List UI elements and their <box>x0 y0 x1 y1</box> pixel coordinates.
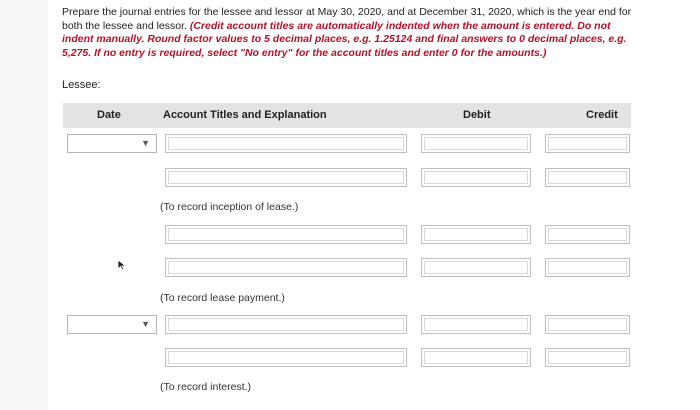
entry-note-payment: (To record lease payment.) <box>160 292 285 304</box>
instructions-text: Prepare the journal entries for the lessee and lessor at May 30, 2020, and at December 31, 2020, which is the year end for both the lessee and lessor. <box>62 6 632 32</box>
credit-input[interactable] <box>545 315 630 334</box>
debit-input[interactable] <box>421 134 531 153</box>
instructions-emphasis: (Credit account titles are automatically indented when the amount is entered. Do not indent manually. Round factor values to 5 decimal places, e.g. 1.25124 and final answers to 0 decimal places, e.g. 5,275. If no entry is required, select "No entry" for the account titles and enter 0 for the amounts.) <box>62 19 627 59</box>
debit-input[interactable] <box>421 258 531 277</box>
header-debit: Debit <box>463 109 491 121</box>
account-title-input[interactable] <box>165 258 407 277</box>
date-select-entry-3[interactable] <box>67 315 157 334</box>
credit-input[interactable] <box>545 348 630 367</box>
header-date: Date <box>97 109 121 121</box>
section-label-lessee: Lessee: <box>62 79 101 91</box>
account-title-input[interactable] <box>165 315 407 334</box>
chevron-down-icon: ▼ <box>141 319 150 329</box>
debit-input[interactable] <box>421 348 531 367</box>
credit-input[interactable] <box>545 225 630 244</box>
mouse-pointer-icon <box>117 259 127 271</box>
credit-input[interactable] <box>545 134 630 153</box>
account-title-input[interactable] <box>165 134 407 153</box>
account-title-input[interactable] <box>165 348 407 367</box>
header-credit: Credit <box>586 109 618 121</box>
debit-input[interactable] <box>421 225 531 244</box>
entry-note-inception: (To record inception of lease.) <box>160 201 299 213</box>
credit-input[interactable] <box>545 258 630 277</box>
account-title-input[interactable] <box>165 225 407 244</box>
chevron-down-icon: ▼ <box>141 138 150 148</box>
journal-table-header <box>63 103 631 128</box>
date-select-entry-1[interactable] <box>67 134 157 153</box>
account-title-input[interactable] <box>165 168 407 187</box>
instructions <box>62 6 642 60</box>
debit-input[interactable] <box>421 168 531 187</box>
credit-input[interactable] <box>545 168 630 187</box>
debit-input[interactable] <box>421 315 531 334</box>
header-account: Account Titles and Explanation <box>163 109 327 121</box>
entry-note-interest: (To record interest.) <box>160 381 252 393</box>
